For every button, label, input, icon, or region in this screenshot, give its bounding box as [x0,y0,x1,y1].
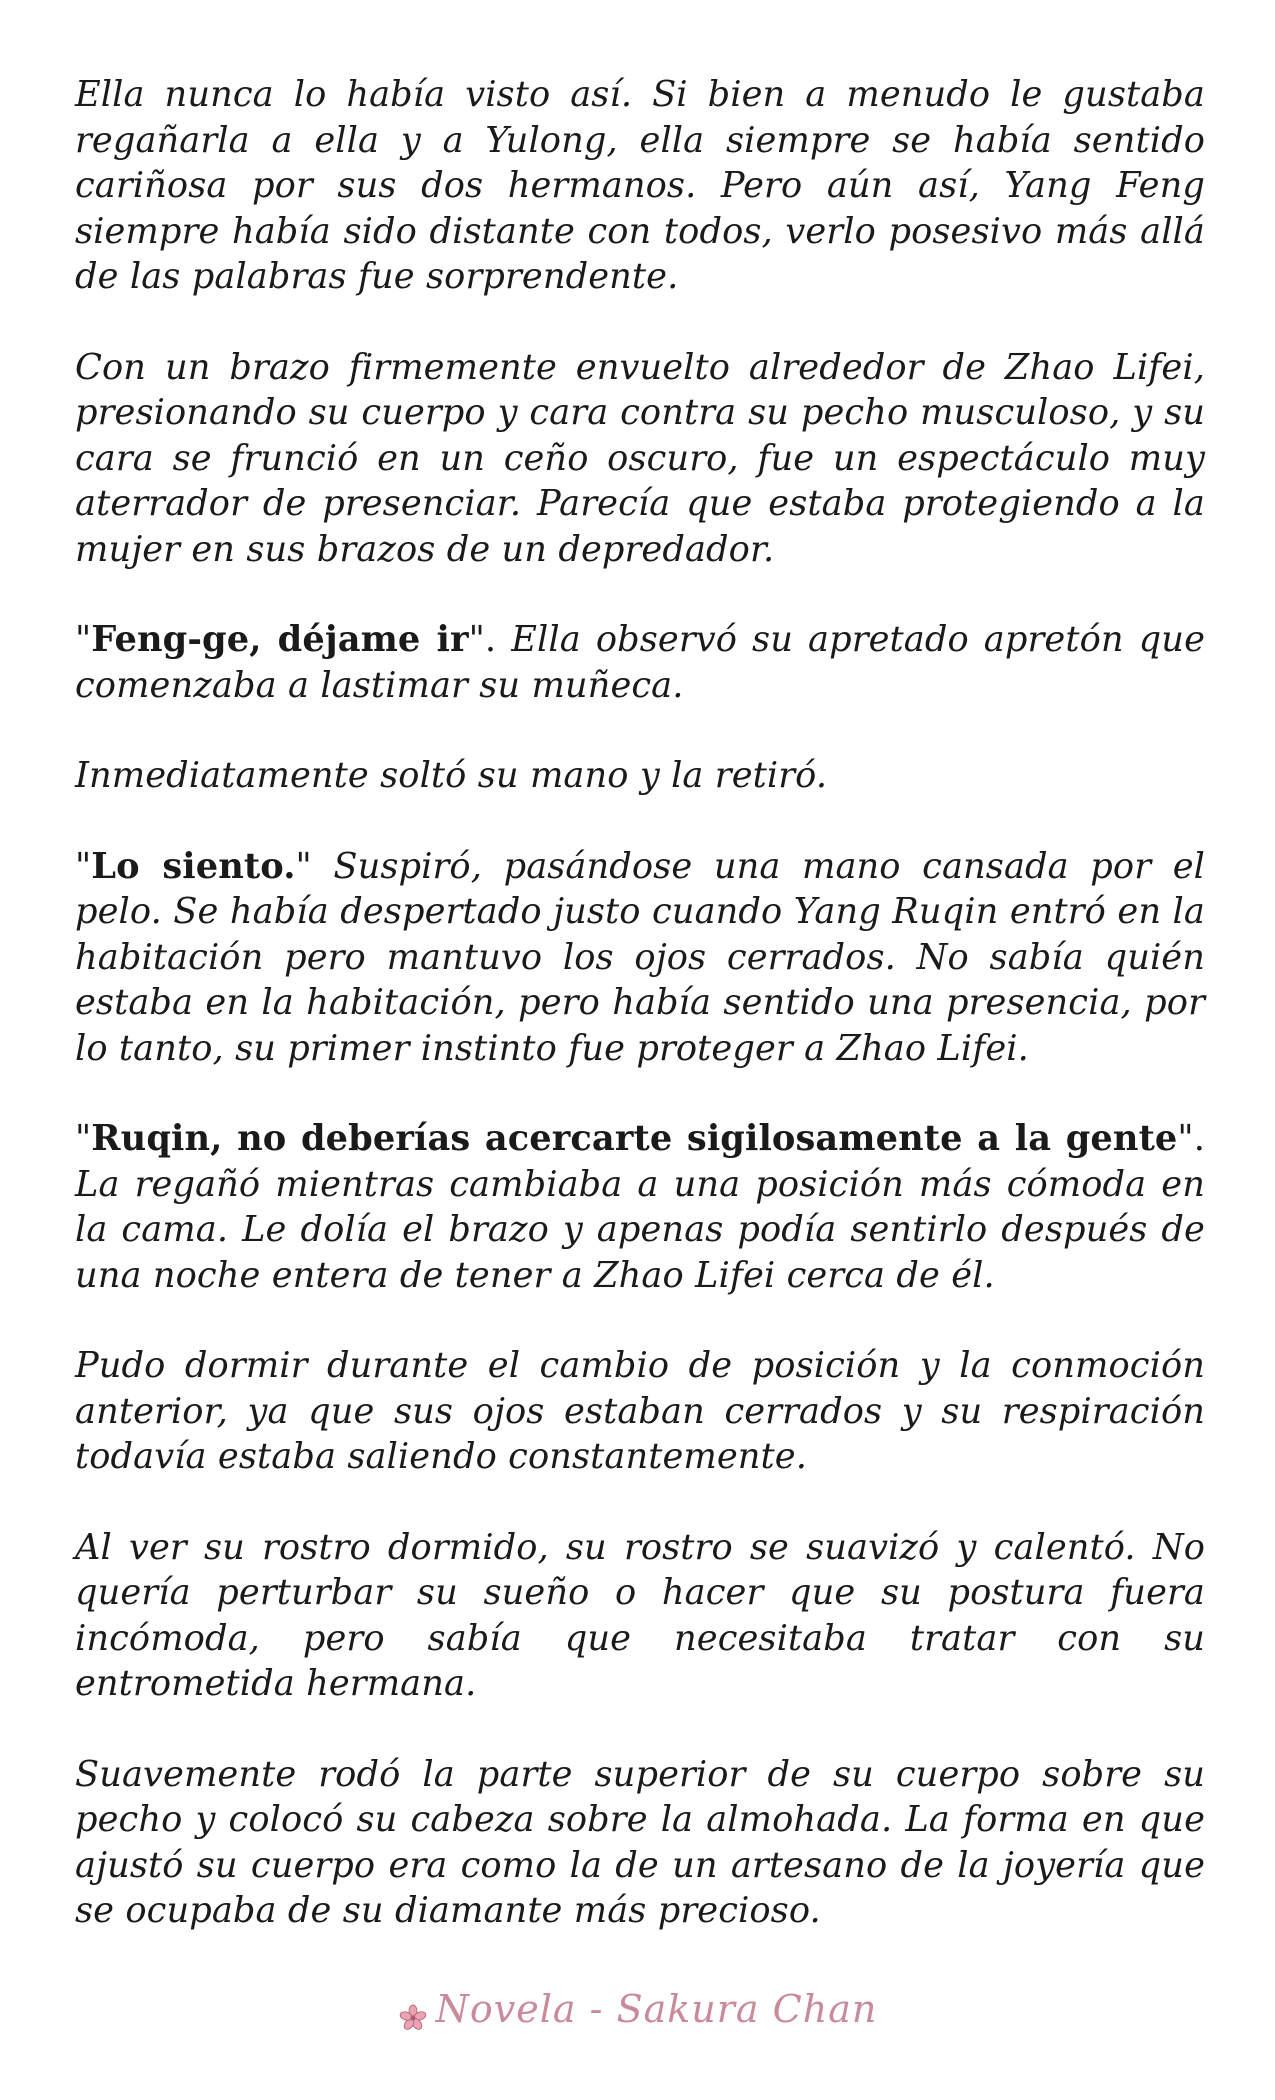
paragraph-8: Al ver su rostro dormido, su rostro se suavizó y calentó. No quería perturbar su sueño o hacer que su postura fuera incómoda, pero sabía que necesitaba tratar con su entrometida hermana. [75,1526,1205,1704]
narration-text: La regañó mientras cambiaba a una posición más cómoda en la cama. Le dolía el brazo y apenas podía sentirlo después de una noche entera de tener a Zhao Lifei cerca de él. [75,1163,1205,1296]
paragraph-5 [75,844,1205,1072]
watermark-text: Novela - Sakura Chan [435,1987,878,2031]
narration-text: Suspiró, pasándose una mano cansada por el pelo. Se había despertado justo cuando Yang Ruqin entró en la habitación pero mantuvo los ojos cerrados. No sabía quién estaba en la habitación, pero había sentido una presencia, por lo tanto, su primer instinto fue proteger a Zhao Lifei. [75,845,1205,1069]
paragraph-9: Suavemente rodó la parte superior de su cuerpo sobre su pecho y colocó su cabeza sobre la almohada. La forma en que ajustó su cuerpo era como la de un artesano de la joyería que se ocupaba de su diamante más precioso. [75,1753,1205,1931]
dialog-close-quote: ". [1177,1118,1205,1159]
dialog-close-quote: ". [468,619,497,660]
paragraph-2: Con un brazo firmemente envuelto alrededor de Zhao Lifei, presionando su cuerpo y cara contra su pecho musculoso, y su cara se frunció en un ceño oscuro, fue un espectáculo muy aterrador de presenciar. Parecía que estaba protegiendo a la mujer en sus brazos de un depredador. [75,346,1205,570]
paragraph-1: Ella nunca lo había visto así. Si bien a menudo le gustaba regañarla a ella y a Yulong, ella siempre se había sentido cariñosa por sus dos hermanos. Pero aún así, Yang Feng siempre había sido distante con todos, verlo posesivo más allá de las palabras fue sorprendente. [75,74,1205,297]
chapter-text [75,72,1205,1979]
narration-text: Ella observó su apretado apretón que comenzaba a lastimar su muñeca. [75,619,1205,706]
dialog-text: Feng-ge, déjame ir [91,619,469,660]
paragraph-6 [75,1116,1205,1298]
paragraph-4: Inmediatamente soltó su mano y la retiró. [75,755,828,796]
dialog-open-quote: " [75,1118,92,1159]
paragraph-7: Pudo dormir durante el cambio de posición y la conmoción anterior, ya que sus ojos estaban cerrados y su respiración todavía estaba saliendo constantemente. [75,1345,1205,1477]
sakura-flower-icon [398,1998,428,2028]
dialog-text: Ruqin, no deberías acercarte sigilosamente a la gente [91,1118,1178,1159]
dialog-close-quote: " [295,845,312,887]
dialog-open-quote: " [75,619,92,660]
dialog-text: Lo siento. [91,845,296,887]
paragraph-3 [75,617,1205,708]
watermark [0,1987,1275,2031]
dialog-open-quote: " [75,845,92,887]
